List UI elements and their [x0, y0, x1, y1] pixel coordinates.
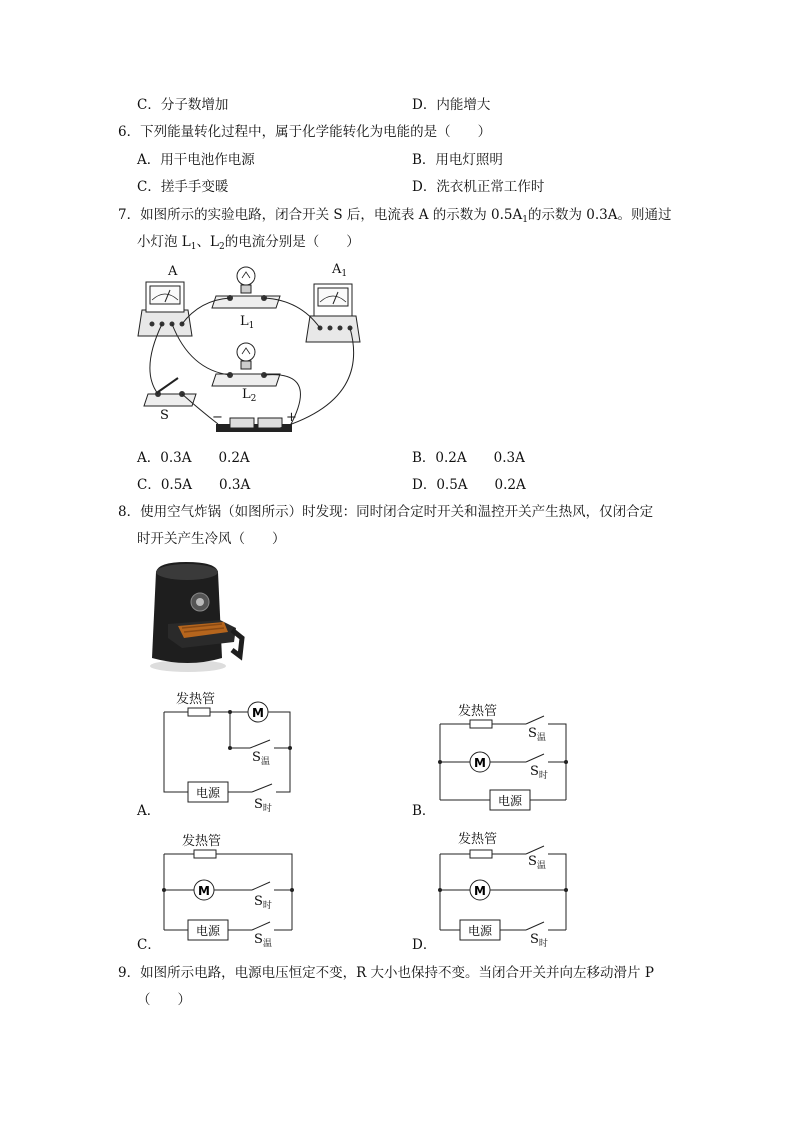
motor-symbol-a: M — [252, 706, 264, 720]
motor-symbol-c: M — [198, 884, 210, 898]
heater-label-c: 发热管 — [182, 834, 222, 849]
s-time-label-c: $S_时$ — [254, 894, 272, 911]
source-label-a: 电源 — [195, 786, 221, 800]
q8-option-d: D． — [412, 937, 437, 953]
q5-option-d: D．内能增大 — [412, 97, 491, 113]
q8-stem-line2: 时开关产生冷风（ ） — [137, 531, 286, 547]
battery — [216, 418, 292, 432]
q8-circuit-d — [426, 832, 586, 942]
heater-label-b: 发热管 — [458, 704, 498, 719]
q7-option-b: B．0.2A 0.3A — [412, 450, 525, 466]
q8-option-a: A． — [137, 803, 161, 819]
ammeter-a1 — [306, 284, 360, 342]
q7-label-plus: + — [286, 410, 297, 425]
q7-stem-line2: 小灯泡 $L_1$、$L_2$的电流分别是（ ） — [137, 234, 360, 252]
s-temp-label-a: $S_温$ — [252, 750, 270, 767]
q7-label-s: S — [160, 408, 169, 423]
q7-label-l1: $L_1$ — [240, 314, 255, 331]
s-time-label-d: $S_时$ — [530, 932, 548, 949]
s-time-label-b: $S_时$ — [530, 764, 548, 781]
q6-option-c: C．搓手手变暖 — [137, 179, 229, 195]
source-label-b: 电源 — [497, 794, 523, 808]
q9-stem-line2: （ ） — [137, 992, 191, 1008]
q8-circuit-a — [150, 686, 310, 806]
q7-option-a: A．0.3A 0.2A — [137, 450, 250, 466]
heater-label-d: 发热管 — [458, 832, 498, 847]
q7-option-d: D．0.5A 0.2A — [412, 477, 526, 493]
q8-stem-line1: 8．使用空气炸锅（如图所示）时发现：同时闭合定时开关和温控开关产生热风，仅闭合定 — [118, 504, 654, 520]
air-fryer-image — [138, 558, 244, 676]
lamp-l1 — [212, 267, 280, 308]
q8-circuit-b — [426, 702, 586, 812]
q7-label-a1: $A_1$ — [332, 262, 348, 279]
q6-stem: 6．下列能量转化过程中，属于化学能转化为电能的是（ ） — [118, 124, 492, 140]
q7-stem-line1: 7．如图所示的实验电路，闭合开关 S 后，电流表 A 的示数为 $0.5A_1$的示数为 0.3A。则通过 — [118, 207, 672, 225]
s-temp-label-d: $S_温$ — [528, 854, 546, 871]
q5-option-c: C．分子数增加 — [137, 97, 229, 113]
motor-symbol-b: M — [474, 756, 486, 770]
q7-label-l2: $L_2$ — [242, 387, 257, 404]
q6-option-a: A．用干电池作电源 — [137, 152, 255, 168]
heater-label-a: 发热管 — [176, 692, 216, 707]
s-time-label-a: $S_时$ — [254, 797, 272, 814]
q6-option-b: B．用电灯照明 — [412, 152, 503, 168]
q6-option-d: D．洗衣机正常工作时 — [412, 179, 545, 195]
source-label-c: 电源 — [195, 924, 221, 938]
q7-label-minus: − — [212, 410, 223, 425]
s-temp-label-b: $S_温$ — [528, 726, 546, 743]
ammeter-a — [138, 282, 192, 336]
q7-label-a: A — [168, 264, 178, 279]
q7-option-c: C．0.5A 0.3A — [137, 477, 251, 493]
q8-option-b: B． — [412, 803, 436, 819]
q9-stem-line1: 9．如图所示电路，电源电压恒定不变，R 大小也保持不变。当闭合开关并向左移动滑片 P — [118, 965, 654, 981]
motor-symbol-d: M — [474, 884, 486, 898]
s-temp-label-c: $S_温$ — [254, 932, 272, 949]
source-label-d: 电源 — [467, 924, 493, 938]
q8-option-c: C． — [137, 937, 161, 953]
q8-circuit-c — [150, 832, 310, 942]
lamp-l2 — [212, 343, 280, 386]
